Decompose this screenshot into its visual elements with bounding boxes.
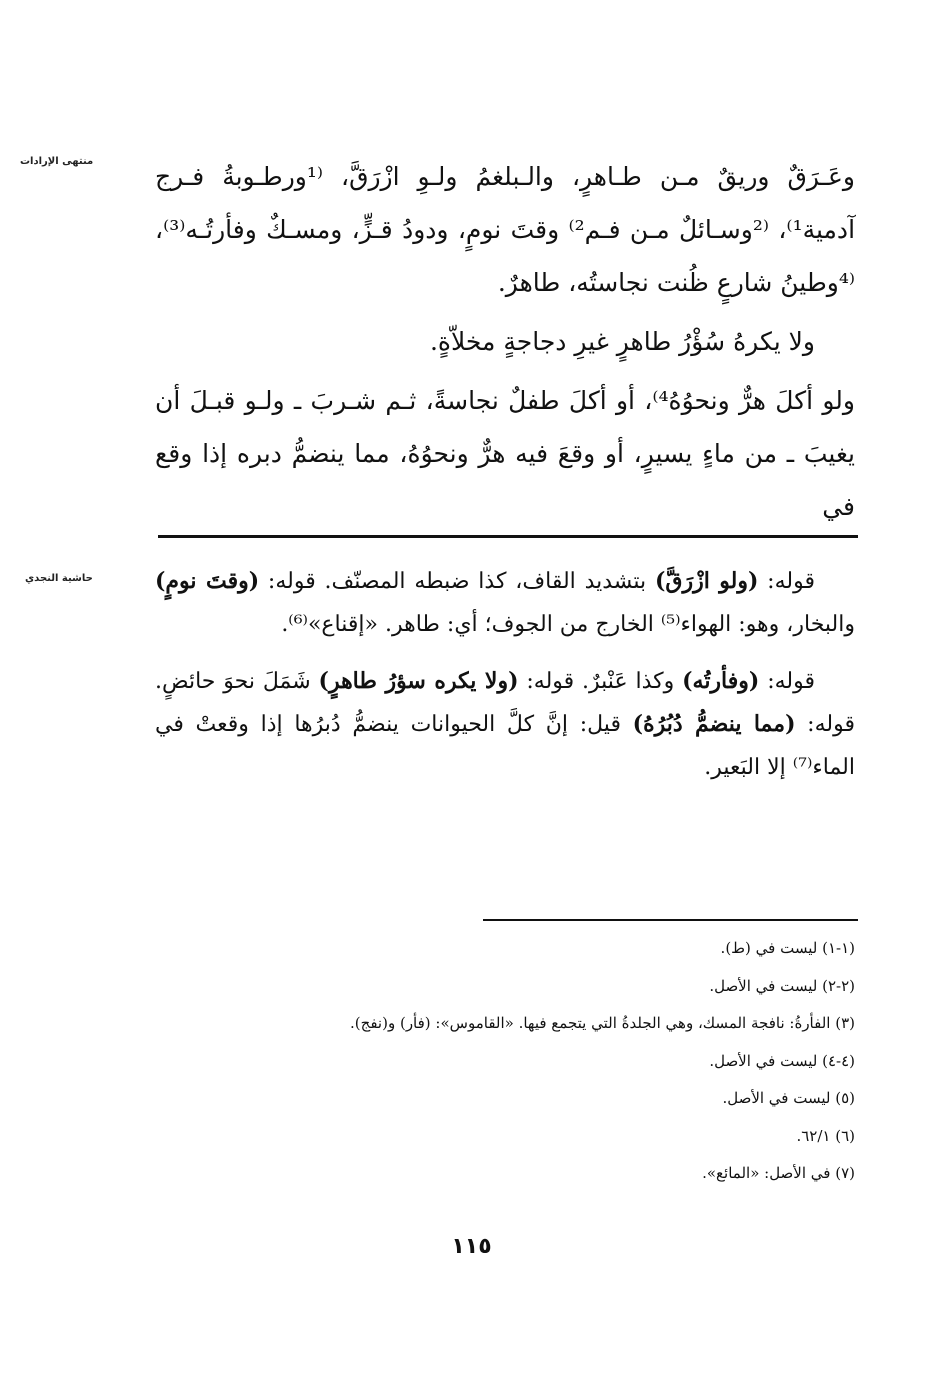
side-label-commentary: حاشية النجدي (25, 573, 93, 584)
main-paragraph-2: ولا يكرهُ سُؤْرُ طاهرٍ غيرِ دجاجةٍ مخلاّةٍ. (429, 327, 815, 356)
commentary-lemma: (وقتَ نومٍ) (155, 568, 260, 594)
footnote-item: (٤-٤) ليست في الأصل. (709, 1051, 855, 1070)
commentary-text (155, 560, 855, 789)
footnote-item: (٧) في الأصل: «المائع». (702, 1164, 855, 1182)
commentary-lemma: (وفأرتُه) (682, 668, 760, 694)
commentary-paragraph-2 (155, 660, 855, 789)
footnote-item: (٢-٢) ليست في الأصل. (709, 976, 855, 995)
footnote-item: (١-١) ليست في (ط). (720, 939, 855, 957)
side-label-main-text: منتهى الإرادات (20, 156, 94, 167)
footnote-separator-rule (483, 919, 858, 921)
footnote-item: (٦) ٦٢/١. (796, 1126, 855, 1145)
main-separator-rule (158, 535, 858, 538)
commentary-text-run: وكذا عَنْبرٌ. قوله: (518, 669, 683, 694)
commentary-text-run: قيل: إنَّ كلَّ الحيوانات ينضمُّ دُبرُها إذا وقعتْ في الماء⁽⁷⁾ إلا البَعير. (155, 712, 855, 780)
commentary-text-run: قوله: (758, 569, 815, 594)
main-text (155, 150, 855, 533)
page-number: ١١٥ (451, 1234, 492, 1259)
footnote-item: (٣) الفأرةُ: نافجة المسك، وهي الجلدةُ التي يتجمع فيها. «القاموس»: (فأر) و(نفج). (350, 1014, 855, 1032)
commentary-text-run: شَمَلَ نحوَ حائضٍ. قوله: (155, 669, 855, 737)
commentary-text-run: قوله: (759, 669, 816, 694)
commentary-lemma: (مما ينضمُّ دُبُرُهُ) (632, 711, 796, 737)
commentary-lemma: (ولو ازْرَقَّ) (654, 568, 759, 594)
main-paragraph-1: وعَـرَقٌ وريقٌ مـن طـاهرٍ، والـبلغمُ ولـوِ ازْرَقَّ، ⁽¹ورطـوبةُ فـرج آدمية¹⁾، ⁽²وسـائلٌ مـن فـم²⁾ وقتَ نومٍ، ودودُ قـزٍّ، ومسـكٌ وفأرتُـه⁽³⁾، ⁽⁴وطينُ شارعٍ ظُنت نجاستُه، طاهرٌ. (155, 162, 856, 297)
commentary-text-run: والبخار، وهو: الهواء⁽⁵⁾ الخارج من الجوف؛ أي: طاهر. «إقناع»⁽⁶⁾. (281, 612, 855, 637)
commentary-text-run: بتشديد القاف، كذا ضبطه المصنّف. قوله: (259, 569, 655, 594)
footnotes (155, 930, 855, 1193)
footnote-item: (٥) ليست في الأصل. (722, 1089, 855, 1107)
commentary-lemma: (ولا يكره سؤرُ طاهرٍ) (318, 668, 519, 694)
main-paragraph-3: ولو أكلَ هرٌّ ونحوُهُ⁴⁾، أو أكلَ طفلٌ نجاسةً، ثـم شـربَ ـ ولـو قبـلَ أن يغيبَ ـ من ماءٍ يسيرٍ، أو وقعَ فيه هرٌّ ونحوُهُ، مما ينضمُّ دبره إذا وقع في (155, 386, 855, 521)
footnote-list (155, 930, 855, 1193)
commentary-paragraph-1 (155, 560, 855, 646)
